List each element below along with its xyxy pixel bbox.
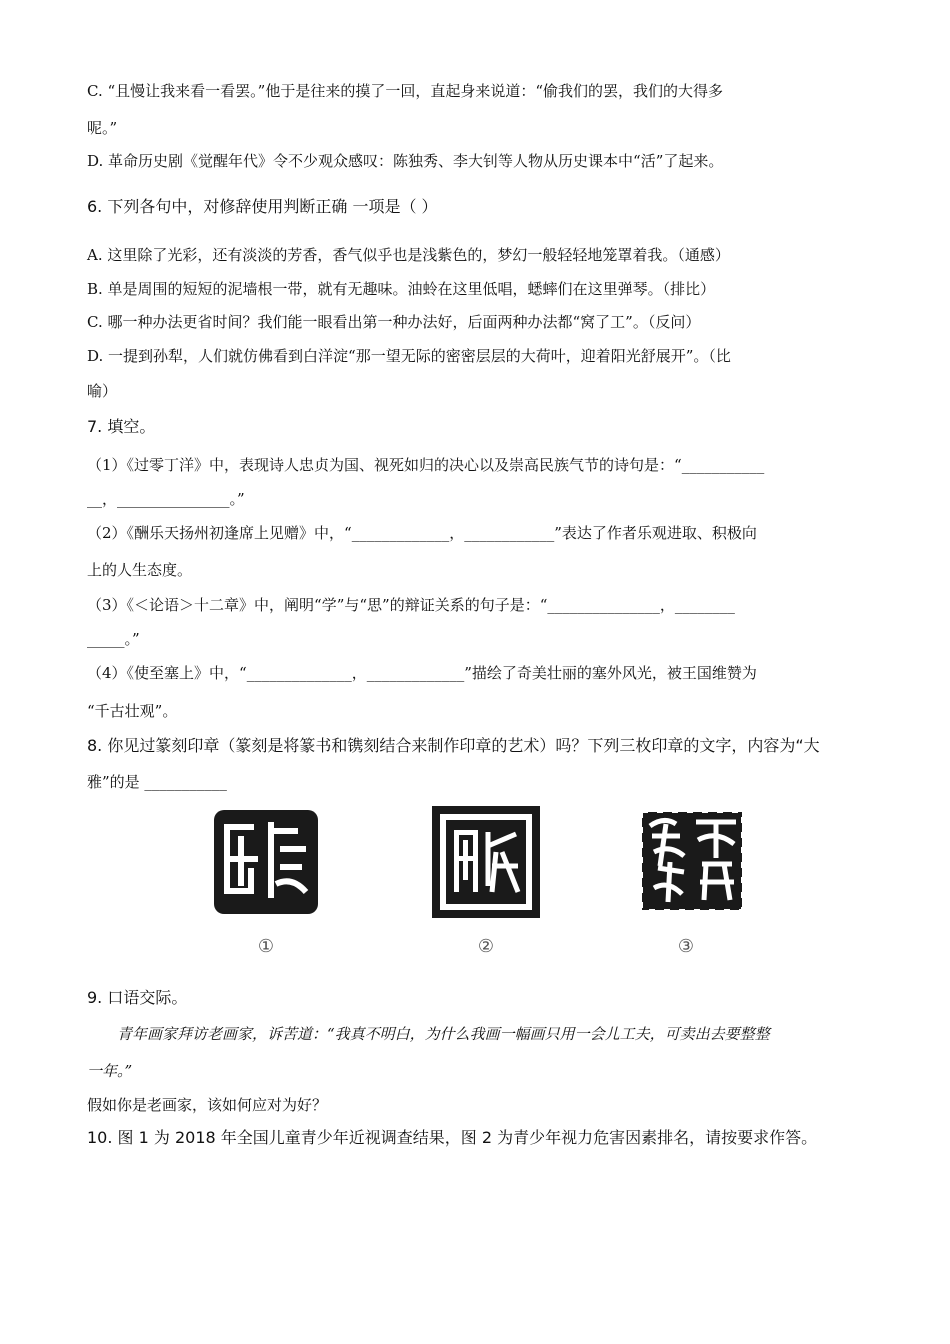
q7-1-line2: __，_______________。” (87, 490, 245, 508)
seal-label-2: ② (477, 936, 495, 957)
seal-image-2 (430, 806, 542, 957)
q7-3-line2: _____。” (87, 630, 140, 648)
q6-option-b: B. 单是周围的短短的泥墙根一带，就有无趣味。油蛉在这里低唱，蟋蟀们在这里弹琴。（排比） (87, 280, 716, 298)
q9-question: 假如你是老画家，该如何应对为好？ (87, 1096, 328, 1114)
q6-option-d-line1: D. 一提到孙犁，人们就仿佛看到白洋淀“那一望无际的密密层层的大荷叶，迎着阳光舒展开”。（比 (87, 347, 731, 365)
q5-option-c-line2: 呢。” (87, 119, 118, 137)
seal-image-3 (640, 806, 752, 957)
q7-3-line1: （3）《＜论语＞十二章》中，阐明“学”与“思”的辩证关系的句子是：“_______________，________ (87, 596, 735, 614)
q7-2-line1: （2）《酬乐天扬州初逢席上见赠》中，“_____________，____________”表达了作者乐观进取、积极向 (87, 524, 757, 542)
seal-image-1 (210, 806, 322, 957)
q7-4-line1: （4）《使至塞上》中，“______________，_____________”描绘了奇美壮丽的塞外风光，被王国维赞为 (87, 664, 757, 682)
q7-1-line1: （1）《过零丁洋》中，表现诗人忠贞为国、视死如归的决心以及崇高民族气节的诗句是：“___________ (87, 456, 765, 474)
q8-stem-line2: 雅”的是 ___________ (87, 773, 227, 791)
q7-stem: 7. 填空。 (87, 417, 156, 436)
q9-passage-line2: 一年。” (87, 1062, 133, 1080)
q5-option-d: D. 革命历史剧《觉醒年代》令不少观众感叹：陈独秀、李大钊等人物从历史课本中“活”了起来。 (87, 152, 724, 170)
seal-label-1: ① (257, 936, 275, 957)
q6-option-d-line2: 喻） (87, 382, 118, 400)
q8-stem-line1: 8. 你见过篆刻印章（篆刻是将篆书和镌刻结合来制作印章的艺术）吗？下列三枚印章的文字，内容为“大 (87, 736, 820, 755)
q5-option-c-line1: C. “且慢让我来看一看罢。”他于是往来的摸了一回，直起身来说道：“偷我们的罢，我们的大得多 (87, 82, 723, 100)
q9-passage-line1: 青年画家拜访老画家，诉苦道：“我真不明白，为什么我画一幅画只用一会儿工夫，可卖出去要整整 (117, 1025, 770, 1043)
q7-2-line2: 上的人生态度。 (87, 561, 193, 579)
q6-stem: 6. 下列各句中，对修辞使用判断正确 一项是（ ） (87, 197, 438, 216)
q9-stem: 9. 口语交际。 (87, 988, 188, 1007)
q6-option-a: A. 这里除了光彩，还有淡淡的芳香，香气似乎也是浅紫色的，梦幻一般轻轻地笼罩着我。（通感） (87, 246, 730, 264)
q6-option-c: C. 哪一种办法更省时间？我们能一眼看出第一种办法好，后面两种办法都“窝了工”。（反问） (87, 313, 701, 331)
q7-4-line2: “千古壮观”。 (87, 702, 178, 720)
seal-images (0, 806, 950, 966)
q10-stem: 10. 图 1 为 2018 年全国儿童青少年近视调查结果，图 2 为青少年视力危害因素排名，请按要求作答。 (87, 1128, 818, 1147)
seal-label-3: ③ (677, 936, 695, 957)
